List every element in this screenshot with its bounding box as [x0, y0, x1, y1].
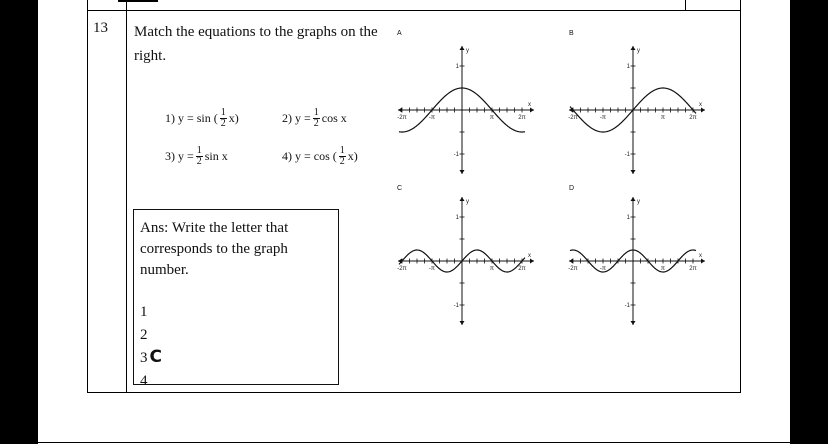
- graph-b: [567, 44, 707, 179]
- y-tick-label: 1: [455, 215, 459, 221]
- x-axis-arrow: [398, 108, 402, 113]
- question-number: 13: [93, 20, 108, 36]
- x-axis-symbol: x: [699, 102, 702, 108]
- answer-row-3[interactable]: [140, 346, 162, 369]
- y-tick-label: -1: [624, 303, 630, 309]
- y-tick-label: 1: [455, 64, 459, 70]
- equation-4-fraction: [339, 146, 346, 167]
- table-left-rule: [87, 0, 88, 393]
- equation-3-tail: sin x: [204, 149, 228, 163]
- graph-d: [567, 195, 707, 330]
- answer-row-2[interactable]: [140, 323, 162, 346]
- answer-box: [133, 209, 339, 389]
- x-axis-arrow: [701, 259, 705, 264]
- graph-c: [396, 195, 536, 330]
- x-axis-symbol: x: [528, 253, 531, 259]
- answer-list: [140, 300, 162, 392]
- answer-row-1[interactable]: [140, 300, 162, 323]
- top-header-divider: [685, 0, 686, 11]
- equation-2-fraction: [313, 108, 320, 129]
- x-tick-label: π: [660, 266, 666, 272]
- equation-3: [165, 146, 228, 167]
- equation-2-label: 2) y =: [282, 111, 311, 125]
- equation-4-numerator: 1: [339, 145, 345, 156]
- y-axis-arrow: [460, 170, 465, 174]
- y-tick-label: -1: [453, 152, 459, 158]
- equation-2-tail: cos x: [321, 111, 347, 125]
- y-axis-arrow: [631, 197, 636, 201]
- equation-2-denominator: 2: [313, 118, 319, 129]
- x-tick-label: -2π: [568, 115, 578, 121]
- x-tick-label: -π: [599, 266, 607, 272]
- answer-number: 2: [140, 327, 148, 343]
- equation-4-tail: x): [347, 149, 358, 163]
- equation-4-label: 4) y = cos (: [282, 149, 337, 163]
- page-bottom-line: [38, 442, 790, 443]
- answer-instructions: Ans: Write the letter that corresponds to the graph number.: [140, 220, 289, 278]
- equation-1-denominator: 2: [220, 118, 226, 129]
- y-axis-arrow: [460, 321, 465, 325]
- graph-a: [396, 44, 536, 179]
- y-axis-symbol: y: [466, 199, 469, 205]
- answer-letter-handwritten[interactable]: C: [149, 347, 162, 367]
- top-scribble: [118, 0, 158, 2]
- answer-number: 3: [140, 350, 148, 366]
- x-tick-label: 2π: [689, 266, 697, 272]
- x-tick-label: π: [489, 266, 495, 272]
- answer-number: 4: [140, 373, 148, 389]
- equation-2-numerator: 1: [313, 107, 319, 118]
- graph-label-c: C: [397, 185, 403, 192]
- y-axis-arrow: [631, 46, 636, 50]
- answer-row-4[interactable]: [140, 369, 162, 392]
- equation-3-numerator: 1: [196, 145, 202, 156]
- y-axis-arrow: [460, 46, 465, 50]
- column-divider: [126, 0, 127, 393]
- table-right-rule: [740, 0, 741, 393]
- x-tick-label: -π: [428, 266, 436, 272]
- y-tick-label: -1: [453, 303, 459, 309]
- y-axis-symbol: y: [637, 48, 640, 54]
- x-axis-arrow: [530, 259, 534, 264]
- x-tick-label: π: [660, 115, 666, 121]
- graph-label-d: D: [569, 185, 575, 192]
- x-tick-label: -2π: [397, 115, 407, 121]
- x-tick-label: -2π: [568, 266, 578, 272]
- x-tick-label: 2π: [518, 115, 526, 121]
- equation-1-tail: x): [228, 111, 239, 125]
- y-tick-label: 1: [626, 64, 630, 70]
- x-tick-label: π: [489, 115, 495, 121]
- y-tick-label: 1: [626, 215, 630, 221]
- graph-label-b: B: [569, 30, 574, 37]
- x-tick-label: -π: [428, 115, 436, 121]
- question-prompt: Match the equations to the graphs on the right.: [134, 24, 378, 64]
- graph-label-a: A: [397, 30, 402, 37]
- y-axis-symbol: y: [637, 199, 640, 205]
- x-tick-label: 2π: [518, 266, 526, 272]
- x-tick-label: -π: [599, 115, 607, 121]
- y-axis-arrow: [631, 170, 636, 174]
- equation-1: [165, 108, 239, 129]
- equation-3-label: 3) y =: [165, 149, 194, 163]
- x-axis-arrow: [530, 108, 534, 113]
- table-top-rule: [87, 10, 741, 11]
- y-axis-arrow: [631, 321, 636, 325]
- y-axis-arrow: [460, 197, 465, 201]
- y-axis-symbol: y: [466, 48, 469, 54]
- y-tick-label: -1: [624, 152, 630, 158]
- equation-1-fraction: [220, 108, 227, 129]
- equation-2: [282, 108, 347, 129]
- x-axis-symbol: x: [699, 253, 702, 259]
- equation-3-denominator: 2: [196, 156, 202, 167]
- equation-4: [282, 146, 358, 167]
- equation-4-denominator: 2: [339, 156, 345, 167]
- x-tick-label: -2π: [397, 266, 407, 272]
- x-tick-label: 2π: [689, 115, 697, 121]
- x-axis-arrow: [569, 259, 573, 264]
- equation-3-fraction: [196, 146, 203, 167]
- x-axis-symbol: x: [528, 102, 531, 108]
- equation-1-label: 1) y = sin (: [165, 111, 218, 125]
- table-bottom-rule: [87, 392, 741, 393]
- equation-1-numerator: 1: [220, 107, 226, 118]
- answer-number: 1: [140, 304, 148, 320]
- x-axis-arrow: [701, 108, 705, 113]
